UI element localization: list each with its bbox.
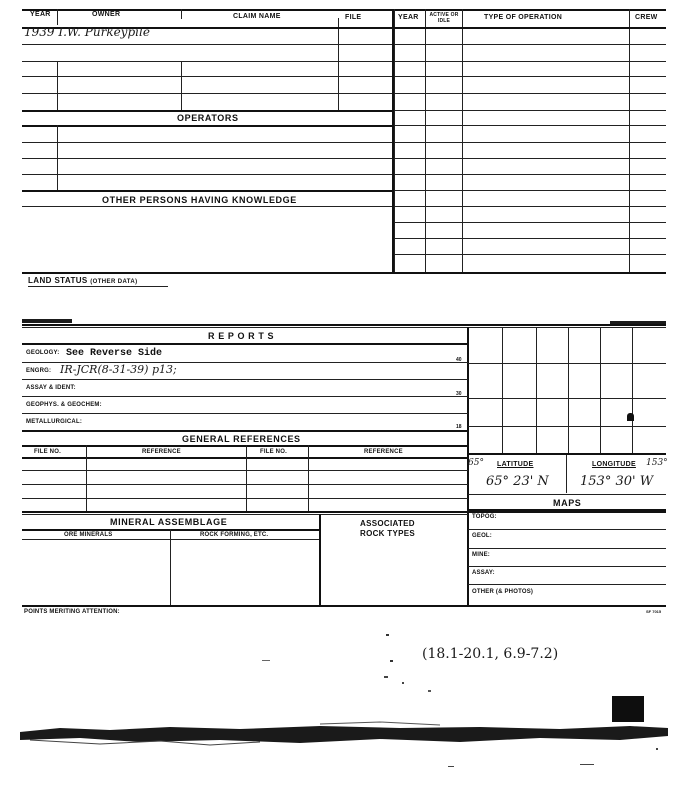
land-status-label: LAND STATUS bbox=[28, 276, 88, 285]
owner-entry: 1939 I.W. Purkeypile bbox=[24, 25, 150, 39]
form-number: SF 7015 bbox=[646, 609, 662, 614]
associated-label: ASSOCIATED bbox=[360, 519, 415, 528]
rock-types-label: ROCK TYPES bbox=[360, 529, 416, 538]
engrg-label: ENGRG: bbox=[26, 368, 52, 374]
latitude-prefix: 65° bbox=[468, 458, 484, 468]
operators-label: OPERATORS bbox=[177, 113, 239, 123]
longitude-suffix: 153° bbox=[646, 458, 668, 468]
header-active-or-idle: ACTIVE OR IDLE bbox=[429, 12, 459, 24]
header-file: FILE bbox=[345, 14, 362, 21]
metallurgical-label: METALLURGICAL: bbox=[26, 419, 83, 425]
header-year-2: YEAR bbox=[398, 14, 419, 21]
ref-header-file-no-1: FILE NO. bbox=[34, 449, 61, 455]
land-status-sublabel: (OTHER DATA) bbox=[90, 279, 138, 285]
row-number-30: 30 bbox=[456, 391, 462, 397]
maps-topog-label: TOPOG: bbox=[472, 514, 497, 520]
geophys-geochem-label: GEOPHYS. & GEOCHEM: bbox=[26, 402, 102, 408]
other-persons-label: OTHER PERSONS HAVING KNOWLEDGE bbox=[102, 195, 297, 205]
maps-title: MAPS bbox=[553, 498, 582, 508]
header-claim-name: CLAIM NAME bbox=[233, 13, 281, 20]
longitude-label: LONGITUDE bbox=[592, 461, 636, 468]
ore-minerals-label: ORE MINERALS bbox=[64, 532, 113, 538]
row-number-18: 18 bbox=[456, 424, 462, 430]
coordinates-note: (18.1-20.1, 6.9-7.2) bbox=[422, 646, 559, 662]
rock-forming-label: ROCK FORMING, ETC. bbox=[200, 532, 269, 538]
scan-edge-bar bbox=[20, 718, 668, 748]
points-meriting-label: POINTS MERITING ATTENTION: bbox=[24, 609, 120, 615]
assay-ident-label: ASSAY & IDENT: bbox=[26, 385, 76, 391]
longitude-value: 153° 30' W bbox=[580, 474, 654, 489]
engrg-value: IR-JCR(8-31-39) p13; bbox=[60, 363, 177, 376]
row-number-40: 40 bbox=[456, 357, 462, 363]
ref-header-file-no-2: FILE NO. bbox=[260, 449, 287, 455]
general-references-title: GENERAL REFERENCES bbox=[182, 434, 301, 444]
header-crew: CREW bbox=[635, 14, 658, 21]
header-year: YEAR bbox=[30, 11, 51, 18]
reports-title: R E P O R T S bbox=[208, 331, 275, 341]
grid-marker bbox=[627, 413, 634, 421]
maps-other-label: OTHER (& PHOTOS) bbox=[472, 589, 534, 595]
header-type-of-operation: TYPE OF OPERATION bbox=[484, 14, 563, 21]
ref-header-reference-2: REFERENCE bbox=[364, 449, 403, 455]
latitude-label: LATITUDE bbox=[497, 461, 534, 468]
ref-header-reference-1: REFERENCE bbox=[142, 449, 181, 455]
geology-label: GEOLOGY: bbox=[26, 350, 60, 356]
maps-assay-label: ASSAY: bbox=[472, 570, 495, 576]
maps-geol-label: GEOL: bbox=[472, 533, 492, 539]
geology-value: See Reverse Side bbox=[66, 348, 163, 359]
latitude-value: 65° 23' N bbox=[486, 474, 549, 489]
maps-mine-label: MINE: bbox=[472, 552, 490, 558]
header-owner: OWNER bbox=[92, 11, 121, 18]
mineral-assemblage-title: MINERAL ASSEMBLAGE bbox=[110, 517, 228, 527]
